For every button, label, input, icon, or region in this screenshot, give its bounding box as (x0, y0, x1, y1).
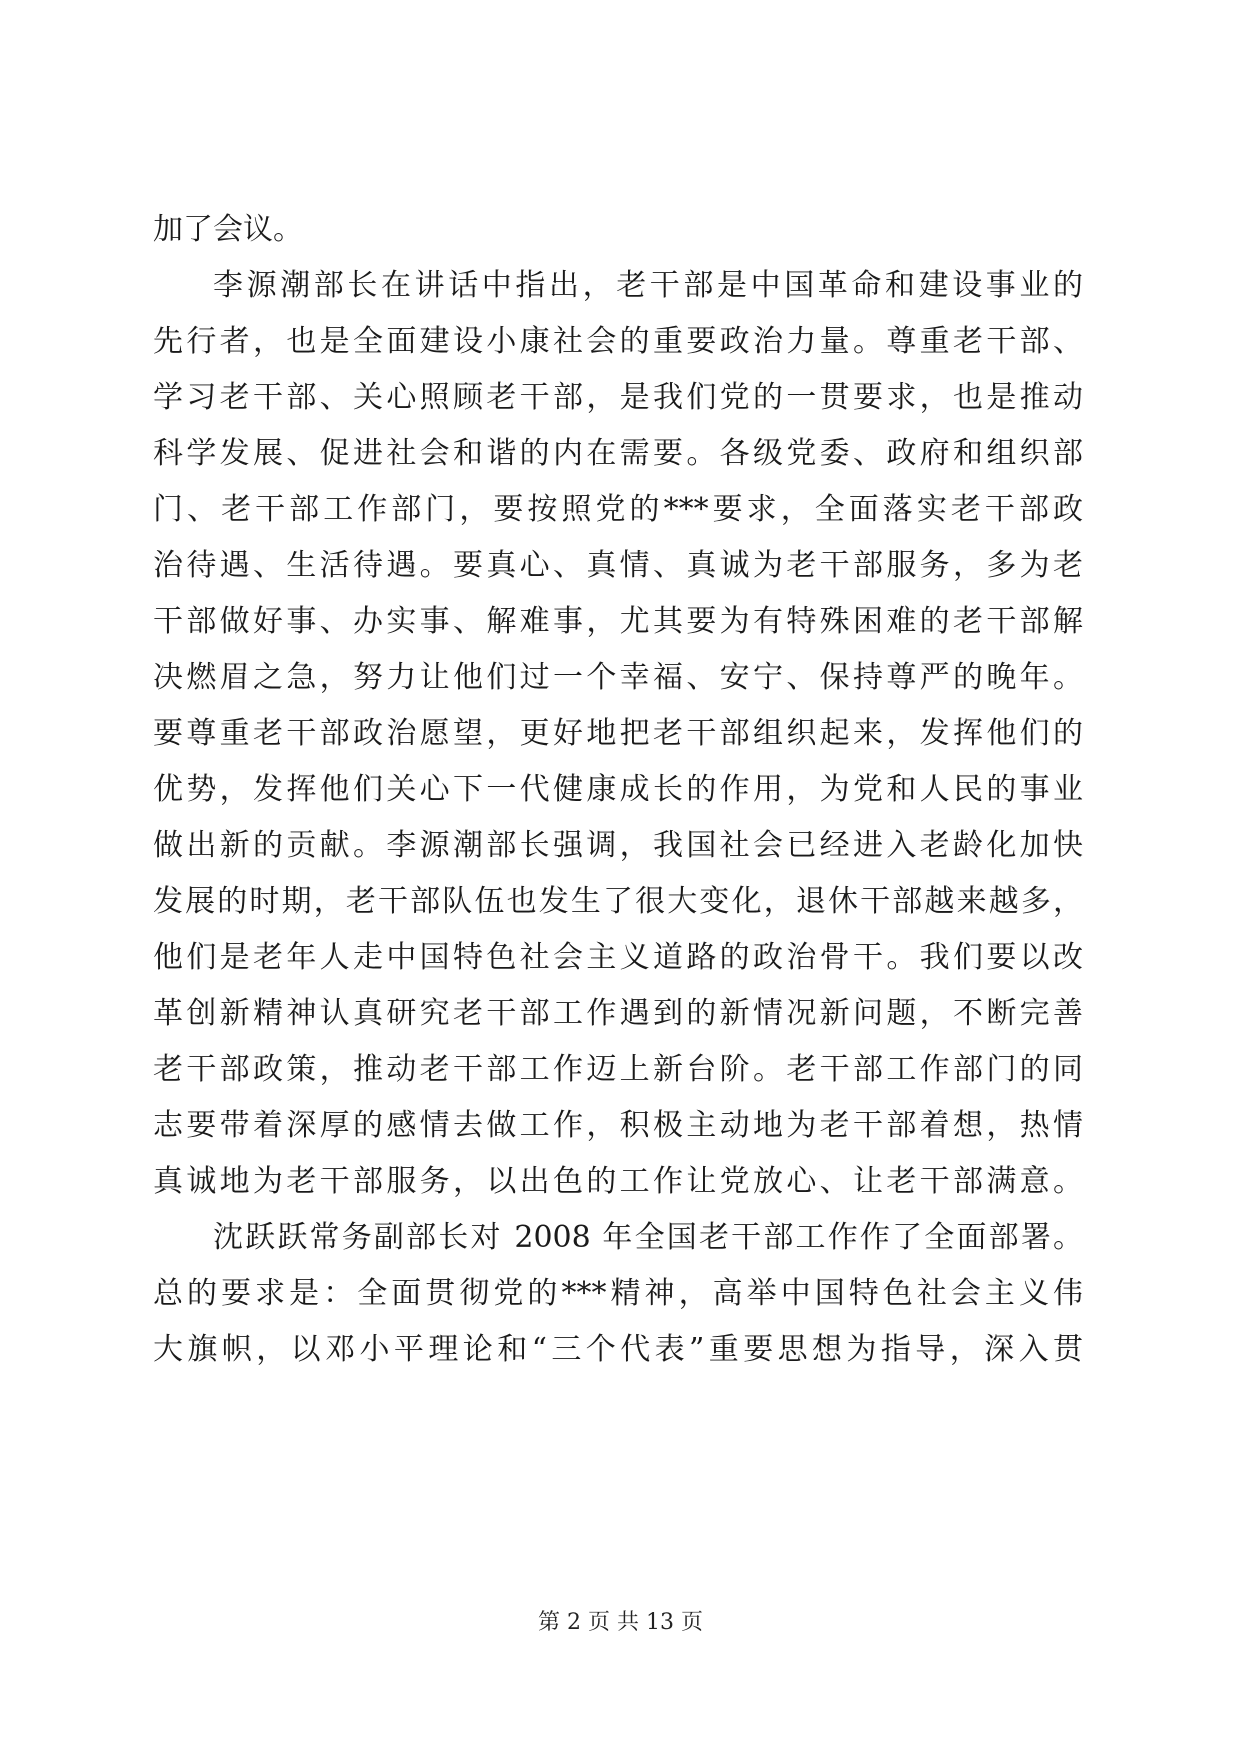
text-line: 做出新的贡献。李源潮部长强调，我国社会已经进入老龄化加快 (153, 828, 1083, 863)
text-line: 门、老干部工作部门，要按照党的***要求，全面落实老干部政 (153, 492, 1083, 527)
text-line: 科学发展、促进社会和谐的内在需要。各级党委、政府和组织部 (153, 436, 1083, 471)
text-line: 发展的时期，老干部队伍也发生了很大变化，退休干部越来越多， (153, 884, 1083, 919)
text-line: 真诚地为老干部服务，以出色的工作让党放心、让老干部满意。 (153, 1164, 1083, 1199)
text-line: 总的要求是：全面贯彻党的***精神，高举中国特色社会主义伟 (153, 1276, 1083, 1311)
text-line: 优势，发挥他们关心下一代健康成长的作用，为党和人民的事业 (153, 772, 1083, 807)
text-line: 学习老干部、关心照顾老干部，是我们党的一贯要求，也是推动 (153, 380, 1083, 415)
text-line: 老干部政策，推动老干部工作迈上新台阶。老干部工作部门的同 (153, 1052, 1083, 1087)
text-line: 决燃眉之急，努力让他们过一个幸福、安宁、保持尊严的晚年。 (153, 660, 1083, 695)
text-line: 加了会议。 (153, 212, 303, 247)
page-number-footer: 第 2 页 共 13 页 (538, 1610, 703, 1635)
paragraph-first-line: 李源潮部长在讲话中指出，老干部是中国革命和建设事业的 (213, 268, 1083, 303)
text-line: 志要带着深厚的感情去做工作，积极主动地为老干部着想，热情 (153, 1108, 1083, 1143)
text-line: 大旗帜，以邓小平理论和“三个代表”重要思想为指导，深入贯 (153, 1332, 1083, 1367)
text-line: 先行者，也是全面建设小康社会的重要政治力量。尊重老干部、 (153, 324, 1083, 359)
text-line: 革创新精神认真研究老干部工作遇到的新情况新问题，不断完善 (153, 996, 1083, 1031)
text-line: 治待遇、生活待遇。要真心、真情、真诚为老干部服务，多为老 (153, 548, 1083, 583)
paragraph-first-line: 沈跃跃常务副部长对 2008 年全国老干部工作作了全面部署。 (213, 1220, 1083, 1255)
text-line: 他们是老年人走中国特色社会主义道路的政治骨干。我们要以改 (153, 940, 1083, 975)
text-line: 要尊重老干部政治愿望，更好地把老干部组织起来，发挥他们的 (153, 716, 1083, 751)
text-line: 干部做好事、办实事、解难事，尤其要为有特殊困难的老干部解 (153, 604, 1083, 639)
